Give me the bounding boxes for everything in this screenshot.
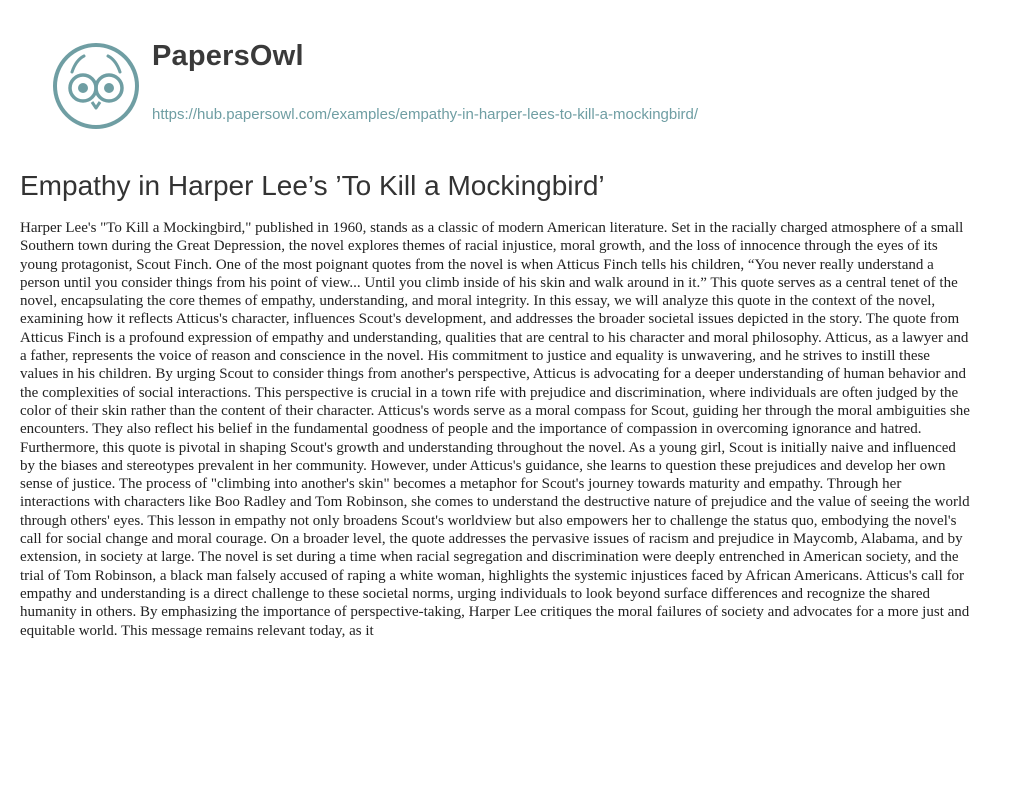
brand-name[interactable]: PapersOwl (152, 40, 304, 72)
page-url-link[interactable]: https://hub.papersowl.com/examples/empathy-in-harper-lees-to-kill-a-mockingbird/ (152, 106, 699, 123)
site-header (48, 34, 978, 130)
essay-body-text: Harper Lee's "To Kill a Mockingbird," published in 1960, stands as a classic of modern American literature. Set in the racially charged atmosphere of a small Southern town during the Great Depression, the novel explores themes of racial injustice, moral growth, and the loss of innocence through the eyes of its young protagonist, Scout Finch. One of the most poignant quotes from the novel is when Atticus Finch tells his children, “You never really understand a person until you consider things from his point of view... Until you climb inside of his skin and walk around in it.” This quote serves as a central tenet of the novel, encapsulating the core themes of empathy, understanding, and moral integrity. In this essay, we will analyze this quote in the context of the novel, examining how it reflects Atticus's character, influences Scout's development, and addresses the broader societal issues depicted in the story. The quote from Atticus Finch is a profound expression of empathy and understanding, qualities that are central to his character and moral philosophy. Atticus, as a lawyer and a father, represents the voice of reason and conscience in the novel. His commitment to justice and equality is unwavering, and he strives to instill these values in his children. By urging Scout to consider things from another's perspective, Atticus is advocating for a deeper understanding of human behavior and the complexities of social interactions. This perspective is crucial in a town rife with prejudice and discrimination, where individuals are often judged by the color of their skin rather than the content of their character. Atticus's words serve as a moral compass for Scout, guiding her through the moral ambiguities she encounters. They also reflect his belief in the fundamental goodness of people and the importance of compassion in overcoming ignorance and hatred. Furthermore, this quote is pivotal in shaping Scout's growth and understanding throughout the novel. As a young girl, Scout is initially naive and influenced by the biases and stereotypes prevalent in her community. However, under Atticus's guidance, she learns to question these prejudices and develop her own sense of justice. The process of "climbing into another's skin" becomes a metaphor for Scout's journey towards maturity and empathy. Through her interactions with characters like Boo Radley and Tom Robinson, she comes to understand the destructive nature of prejudice and the value of seeing the world through others' eyes. This lesson in empathy not only broadens Scout's worldview but also empowers her to challenge the status quo, embodying the novel's call for social change and moral courage. On a broader level, the quote addresses the pervasive issues of racism and prejudice in Maycomb, Alabama, and by extension, in society at large. The novel is set during a time when racial segregation and discrimination were deeply entrenched in American society, and the trial of Tom Robinson, a black man falsely accused of raping a white woman, highlights the systemic injustices faced by African Americans. Atticus's call for empathy and understanding is a direct challenge to these societal norms, urging individuals to look beyond surface differences and recognize the shared humanity in others. By emphasizing the importance of perspective-taking, Harper Lee critiques the moral failures of society and advocates for a more just and equitable world. This message remains relevant today, as it (20, 220, 970, 639)
owl-logo-icon[interactable] (48, 38, 144, 134)
page-title: Empathy in Harper Lee’s ’To Kill a Mockingbird’ (20, 170, 605, 201)
